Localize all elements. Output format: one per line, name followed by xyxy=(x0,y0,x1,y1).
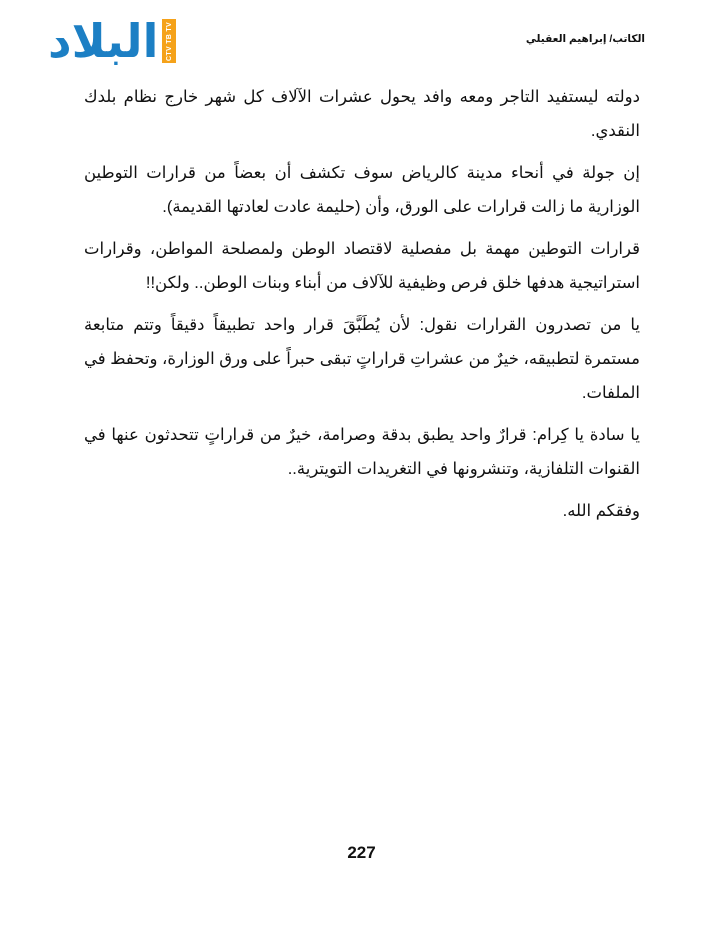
logo-mark xyxy=(48,13,176,69)
paragraph: إن جولة في أنحاء مدينة كالرياض سوف تكشف أن بعضاً من قرارات التوطين الوزارية ما زالت قرارات على الورق، وأن (حليمة عادت لعادتها القديمة). xyxy=(84,164,640,216)
author-line: الكاتب/ إبراهيم العقيلي xyxy=(525,33,645,45)
paragraph: يا سادة يا كِرام: قرارٌ واحد يطبق بدقة وصرامة، خيرٌ من قراراتٍ تتحدثون عنها في القنوات التلفازية، وتنشرونها في التغريدات التويترية.. xyxy=(84,426,640,478)
logo-text: البلاد xyxy=(48,14,159,68)
paragraph: دولته ليستفيد التاجر ومعه وافد يحول عشرات الآلاف كل شهر خارج نظام بلدك النقدي. xyxy=(84,88,640,140)
paragraph: وفقكم الله. xyxy=(562,502,640,520)
page-header xyxy=(0,0,723,80)
publication-logo xyxy=(48,12,176,70)
article-body xyxy=(84,80,640,536)
page-number: 227 xyxy=(347,843,376,862)
paragraph: قرارات التوطين مهمة بل مفصلية لاقتصاد الوطن ولمصلحة المواطن، وقرارات استراتيجية هدفها خلق فرص وظيفية للآلاف من أبناء وبنات الوطن.. ولكن!! xyxy=(84,240,640,292)
paragraph: يا من تصدرون القرارات نقول: لأن يُطَبَّقَ قرار واحد تطبيقاً دقيقاً وتتم متابعة مستمرة لتطبيقه، خيرٌ من عشراتِ قراراتٍ تبقى حبراً على ورق الوزارة، وتحفظ في الملفات. xyxy=(84,316,640,402)
logo-tag-text: CTV TB TV xyxy=(165,21,173,61)
logo-tv-tag xyxy=(162,19,176,63)
